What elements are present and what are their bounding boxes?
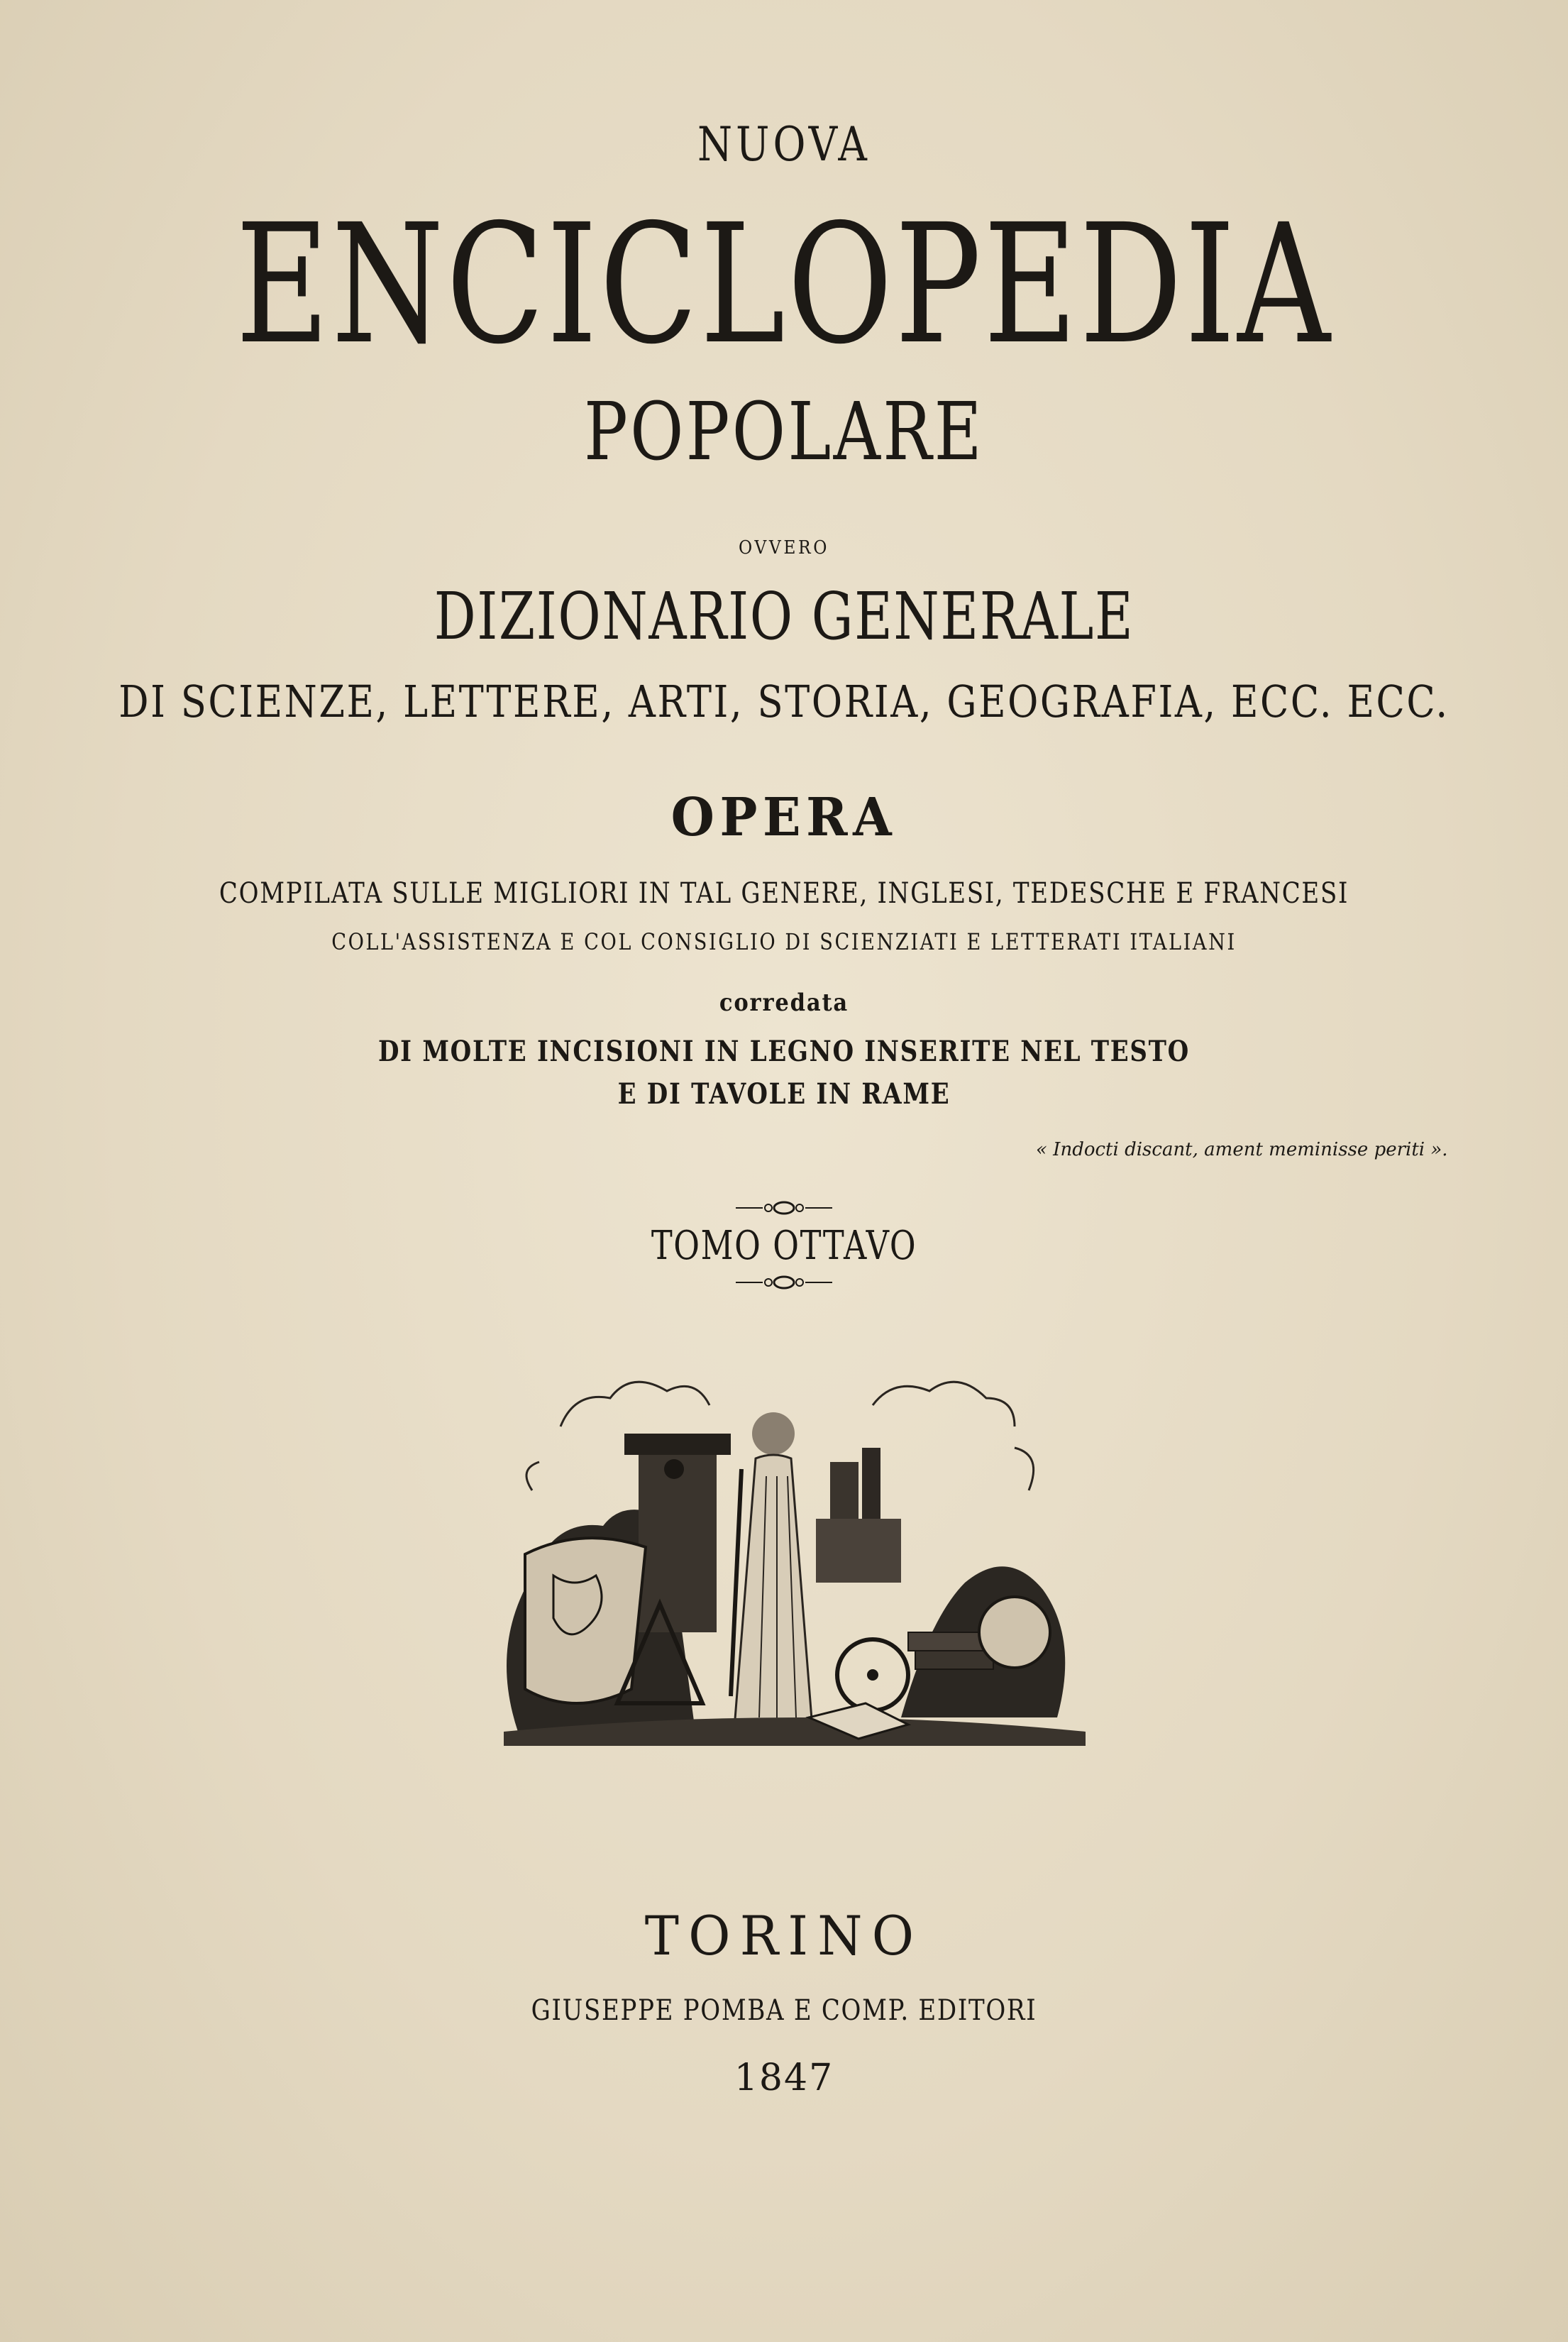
series-word: NUOVA xyxy=(697,117,871,172)
subjects-line: DI SCIENZE, LETTERE, ARTI, STORIA, GEOGRAFIA, ECC. ECC. xyxy=(118,676,1450,727)
corredata-line: corredata xyxy=(719,989,849,1017)
publication-year: 1847 xyxy=(734,2057,834,2099)
publisher-imprint: GIUSEPPE POMBA E COMP. EDITORI xyxy=(531,1994,1037,2027)
main-title: ENCICLOPEDIA xyxy=(236,189,1332,380)
ornament-top-icon xyxy=(734,1199,834,1216)
subtitle-dizionario: DIZIONARIO GENERALE xyxy=(434,578,1134,654)
opera-heading: OPERA xyxy=(670,787,898,848)
volume-number: TOMO OTTAVO xyxy=(651,1223,917,1269)
latin-motto: « Indocti discant, ament meminisse periti ». xyxy=(1036,1139,1448,1160)
plates-line: E DI TAVOLE IN RAME xyxy=(617,1077,951,1111)
title-popolare: POPOLARE xyxy=(584,386,984,478)
assistance-line: COLL'ASSISTENZA E COL CONSIGLIO DI SCIENZIATI E LETTERATI ITALIANI xyxy=(331,928,1237,955)
allegorical-vignette-icon xyxy=(475,1363,1100,1760)
city-imprint: TORINO xyxy=(644,1904,924,1967)
compilation-line: COMPILATA SULLE MIGLIORI IN TAL GENERE, INGLESI, TEDESCHE E FRANCESI xyxy=(219,877,1349,910)
engravings-line: DI MOLTE INCISIONI IN LEGNO INSERITE NEL TESTO xyxy=(377,1035,1190,1068)
conjunction-ovvero: OVVERO xyxy=(738,537,830,559)
ornament-bottom-icon xyxy=(734,1274,834,1291)
